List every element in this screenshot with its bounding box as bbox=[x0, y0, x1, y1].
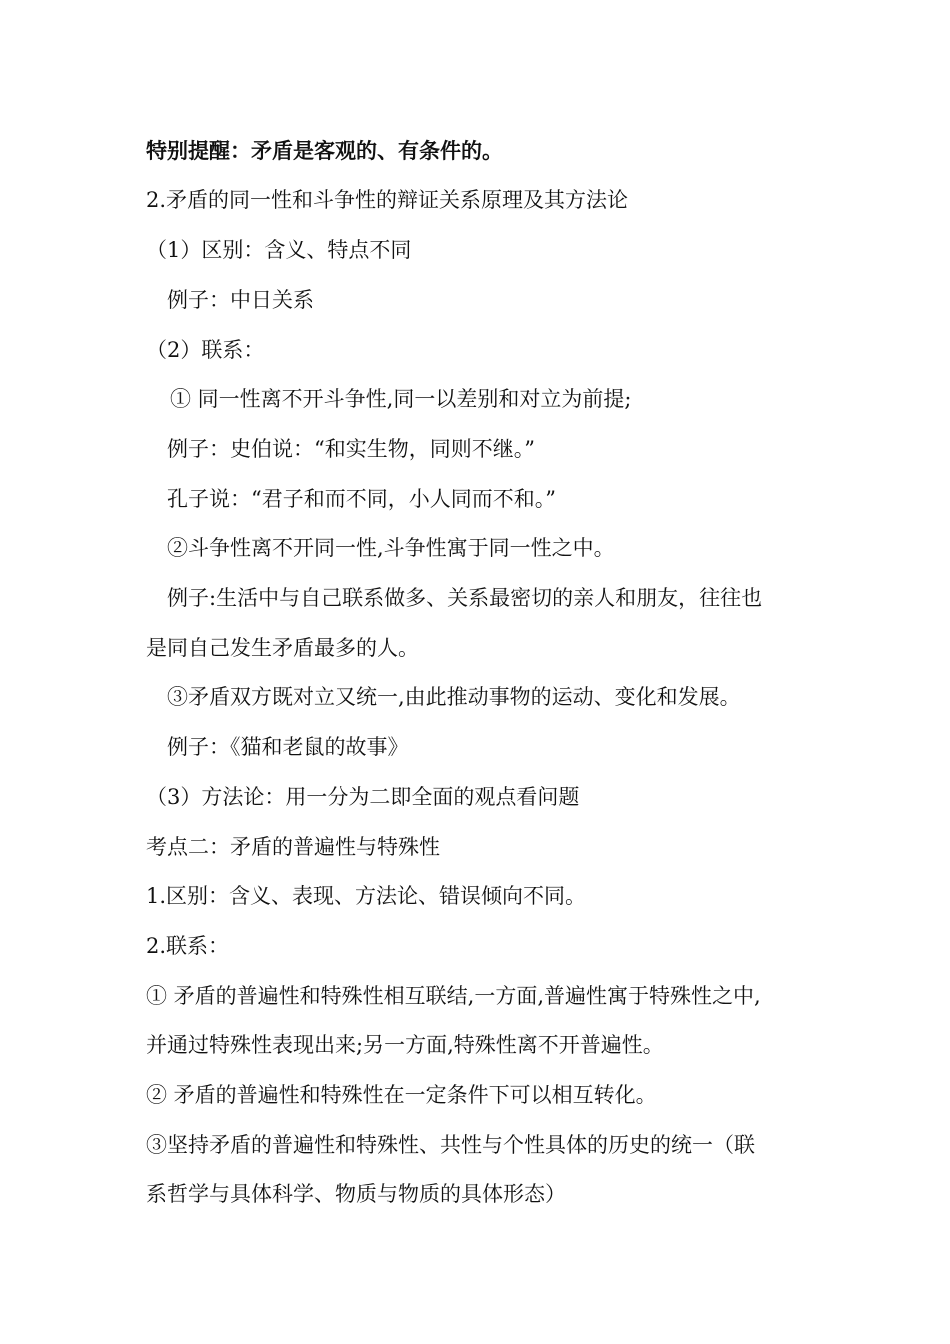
point-text: ① 同一性离不开斗争性,同一以差别和对立为前提; bbox=[170, 387, 632, 411]
point-text: ② 矛盾的普遍性和特殊性在一定条件下可以相互转化。 bbox=[146, 1083, 657, 1107]
list-item: （1）区别：含义、特点不同 bbox=[146, 238, 412, 262]
section-title: 考点二：矛盾的普遍性与特殊性 bbox=[146, 835, 440, 859]
point-text: 并通过特殊性表现出来;另一方面,特殊性离不开普遍性。 bbox=[146, 1033, 664, 1057]
list-item: （3）方法论：用一分为二即全面的观点看问题 bbox=[146, 785, 580, 809]
point-text: ②斗争性离不开同一性,斗争性寓于同一性之中。 bbox=[167, 536, 615, 560]
example-text: 例子:生活中与自己联系做多、关系最密切的亲人和朋友，往往也 bbox=[167, 586, 763, 610]
list-item: 2.联系： bbox=[146, 934, 230, 958]
example-text: 是同自己发生矛盾最多的人。 bbox=[146, 636, 419, 660]
section-title: 2.矛盾的同一性和斗争性的辩证关系原理及其方法论 bbox=[146, 188, 629, 212]
example-text: 孔子说：“君子和而不同，小人同而不和。” bbox=[167, 487, 556, 511]
example-text: 例子：史伯说：“和实生物，同则不继。” bbox=[167, 437, 535, 461]
point-text: ③矛盾双方既对立又统一,由此推动事物的运动、变化和发展。 bbox=[167, 685, 741, 709]
list-item: 1.区别：含义、表现、方法论、错误倾向不同。 bbox=[146, 884, 587, 908]
point-text: 系哲学与具体科学、物质与物质的具体形态） bbox=[146, 1182, 566, 1206]
list-item: （2）联系： bbox=[146, 338, 265, 362]
point-text: ① 矛盾的普遍性和特殊性相互联结,一方面,普遍性寓于特殊性之中, bbox=[146, 984, 761, 1008]
point-text: ③坚持矛盾的普遍性和特殊性、共性与个性具体的历史的统一（联 bbox=[146, 1133, 755, 1157]
example-text: 例子：《猫和老鼠的故事》 bbox=[167, 735, 409, 759]
reminder-heading: 特别提醒：矛盾是客观的、有条件的。 bbox=[146, 139, 503, 163]
example-text: 例子：中日关系 bbox=[167, 288, 314, 312]
